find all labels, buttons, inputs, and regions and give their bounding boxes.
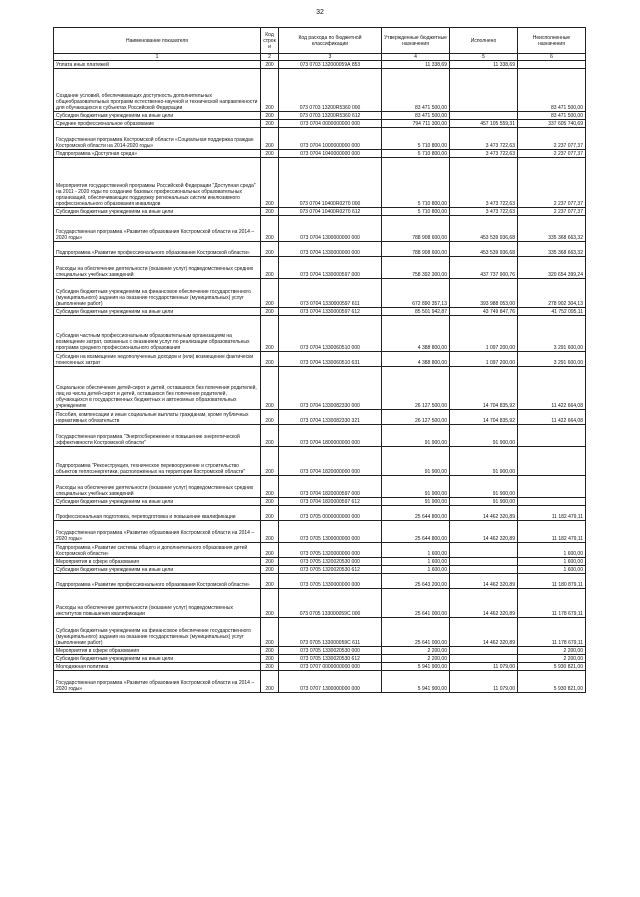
cell-kod: 200 xyxy=(261,279,279,308)
table-row xyxy=(54,498,586,506)
cell-executed: 3 473 722,63 xyxy=(450,208,518,216)
cell-approved: 2 200,00 xyxy=(382,655,450,663)
cell-executed: 14 462 320,89 xyxy=(450,506,518,521)
cell-kod: 200 xyxy=(261,574,279,589)
table-row xyxy=(54,663,586,671)
cell-executed: 3 473 722,63 xyxy=(450,128,518,150)
table-row xyxy=(54,566,586,574)
cell-code: 073 0705 1300000000 000 xyxy=(279,521,382,543)
table-row xyxy=(54,558,586,566)
table-row xyxy=(54,352,586,367)
cell-code: 073 0703 132000059А 853 xyxy=(279,61,382,69)
header-unexecuted: Неисполненные назначения xyxy=(518,28,586,54)
cell-kod: 200 xyxy=(261,367,279,410)
cell-unexecuted: 2 237 077,37 xyxy=(518,150,586,158)
cell-approved: 26 127 500,00 xyxy=(382,410,450,425)
cell-kod: 200 xyxy=(261,112,279,120)
cell-approved: 85 501 942,87 xyxy=(382,308,450,316)
cell-code: 073 0704 1330000597 612 xyxy=(279,308,382,316)
header-approved: Утвержденные бюджетные назначения xyxy=(382,28,450,54)
cell-executed xyxy=(450,69,518,112)
cell-executed: 14 704 835,92 xyxy=(450,410,518,425)
cell-unexecuted: 2 237 077,37 xyxy=(518,208,586,216)
cell-code: 073 0705 133000059С 000 xyxy=(279,589,382,618)
cell-executed xyxy=(450,558,518,566)
cell-approved: 11 338,69 xyxy=(382,61,450,69)
cell-unexecuted xyxy=(518,425,586,447)
cell-name: Субсидии на возмещение недополученных доходов и (или) возмещение фактически понесенных затрат xyxy=(54,352,261,367)
cell-kod: 200 xyxy=(261,257,279,279)
cell-executed: 3 473 722,63 xyxy=(450,158,518,208)
cell-name: Подпрограмма «Развитие системы общего и дополнительного образования детей Костромской области» xyxy=(54,543,261,558)
cell-executed: 3 473 722,63 xyxy=(450,150,518,158)
cell-name: Мероприятия государственной программы Российской Федерации "Доступная среда" на 2011 - 2020 годы по созданию базовых профессиональных образовательных организаций, обеспечивающих поддержку региональных систем инклюзивного профессионального образования инвалидов xyxy=(54,158,261,208)
cell-unexecuted: 1 600,00 xyxy=(518,566,586,574)
cell-approved: 5 941 900,00 xyxy=(382,663,450,671)
cell-executed: 43 749 847,76 xyxy=(450,308,518,316)
cell-code: 073 0704 1820000000 000 xyxy=(279,447,382,476)
header-budget-code: Код расхода по бюджетной классификации xyxy=(279,28,382,54)
cell-code: 073 0704 1040000000 000 xyxy=(279,150,382,158)
table-row xyxy=(54,671,586,693)
cell-executed xyxy=(450,647,518,655)
cell-kod: 200 xyxy=(261,425,279,447)
cell-code: 073 0704 1330082330 000 xyxy=(279,367,382,410)
column-index: 6 xyxy=(518,54,586,61)
cell-unexecuted xyxy=(518,498,586,506)
cell-kod: 200 xyxy=(261,410,279,425)
column-index-row xyxy=(54,54,586,61)
cell-kod: 200 xyxy=(261,150,279,158)
cell-approved: 794 711 300,00 xyxy=(382,120,450,128)
cell-unexecuted: 1 600,00 xyxy=(518,558,586,566)
cell-executed: 91 900,00 xyxy=(450,476,518,498)
table-row xyxy=(54,242,586,257)
cell-name: Субсидии бюджетным учреждениям на иные цели xyxy=(54,308,261,316)
cell-code: 073 0704 1800000000 000 xyxy=(279,425,382,447)
table-row xyxy=(54,158,586,208)
cell-executed: 457 105 559,31 xyxy=(450,120,518,128)
cell-kod: 200 xyxy=(261,647,279,655)
cell-kod: 200 xyxy=(261,158,279,208)
cell-name: Государственная программа «Развитие образования Костромской области на 2014 – 2020 годы» xyxy=(54,521,261,543)
cell-unexecuted: 41 752 095,11 xyxy=(518,308,586,316)
table-row xyxy=(54,150,586,158)
table-row xyxy=(54,543,586,558)
cell-unexecuted: 5 930 821,00 xyxy=(518,671,586,693)
column-index: 2 xyxy=(261,54,279,61)
cell-code: 073 0707 1300000000 000 xyxy=(279,671,382,693)
cell-kod: 200 xyxy=(261,663,279,671)
cell-code: 073 0707 0000000000 000 xyxy=(279,663,382,671)
cell-executed: 91 900,00 xyxy=(450,498,518,506)
cell-kod: 200 xyxy=(261,543,279,558)
cell-unexecuted: 337 605 740,69 xyxy=(518,120,586,128)
cell-executed: 14 462 320,89 xyxy=(450,574,518,589)
cell-unexecuted: 1 600,00 xyxy=(518,543,586,558)
cell-executed: 11 338,69 xyxy=(450,61,518,69)
table-row xyxy=(54,425,586,447)
cell-executed xyxy=(450,566,518,574)
cell-executed: 14 462 320,89 xyxy=(450,589,518,618)
table-row xyxy=(54,410,586,425)
cell-approved: 4 388 800,00 xyxy=(382,316,450,352)
cell-executed: 11 079,00 xyxy=(450,663,518,671)
cell-approved: 25 641 000,00 xyxy=(382,589,450,618)
cell-name: Подпрограмма «Развитие профессионального образования Костромской области» xyxy=(54,242,261,257)
cell-kod: 200 xyxy=(261,521,279,543)
cell-name: Мероприятия в сфере образования xyxy=(54,647,261,655)
cell-unexecuted: 278 902 304,13 xyxy=(518,279,586,308)
cell-executed: 11 079,00 xyxy=(450,671,518,693)
cell-code: 073 0704 10400R0270 612 xyxy=(279,208,382,216)
cell-unexecuted: 2 237 077,37 xyxy=(518,158,586,208)
header-name: Наименование показателя xyxy=(54,28,261,54)
cell-name: Государственная программа Костромской области «Социальная поддержка граждан Костромской области на 2014-2020 годы» xyxy=(54,128,261,150)
cell-name: Расходы на обеспечение деятельности (оказание услуг) подведомственных средних специальных учебных заведений xyxy=(54,257,261,279)
cell-unexecuted: 2 200,00 xyxy=(518,647,586,655)
cell-approved: 91 900,00 xyxy=(382,498,450,506)
table-row xyxy=(54,216,586,242)
cell-approved: 788 908 600,00 xyxy=(382,216,450,242)
cell-code: 073 0704 1330060510 631 xyxy=(279,352,382,367)
cell-approved: 2 200,00 xyxy=(382,647,450,655)
table-row xyxy=(54,120,586,128)
table-row xyxy=(54,69,586,112)
cell-kod: 200 xyxy=(261,506,279,521)
cell-unexecuted: 11 422 664,08 xyxy=(518,367,586,410)
cell-approved: 83 471 500,00 xyxy=(382,69,450,112)
cell-executed: 453 539 936,68 xyxy=(450,216,518,242)
cell-kod: 200 xyxy=(261,671,279,693)
cell-name: Расходы на обеспечение деятельности (оказание услуг) подведомственных институтов повышения квалификации xyxy=(54,589,261,618)
cell-unexecuted xyxy=(518,476,586,498)
cell-kod: 200 xyxy=(261,61,279,69)
cell-code: 073 0705 1320020530 612 xyxy=(279,566,382,574)
cell-approved: 25 641 000,00 xyxy=(382,618,450,647)
cell-code: 073 0704 1300000000 000 xyxy=(279,216,382,242)
cell-kod: 200 xyxy=(261,566,279,574)
column-index: 1 xyxy=(54,54,261,61)
page-number: 32 xyxy=(316,9,324,16)
cell-kod: 200 xyxy=(261,316,279,352)
cell-kod: 200 xyxy=(261,655,279,663)
cell-code: 073 0704 1330000597 611 xyxy=(279,279,382,308)
cell-unexecuted: 11 182 479,11 xyxy=(518,521,586,543)
cell-code: 073 0705 1320000000 000 xyxy=(279,543,382,558)
cell-name: Подпрограмма "Реконструкция, техническое перевооружение и строительство объектов теплоэнергетики, расположенных на территории Костромской области" xyxy=(54,447,261,476)
cell-name: Социальное обеспечение детей-сирот и детей, оставшихся без попечения родителей, лиц из числа детей-сирот и детей, оставшихся без попечения родителей, обучающихся в государственных бюджетных и автономных образовательных учреждениях xyxy=(54,367,261,410)
cell-name: Расходы на обеспечение деятельности (оказание услуг) подведомственных средних специальных учебных заведений xyxy=(54,476,261,498)
cell-unexecuted: 11 182 479,11 xyxy=(518,506,586,521)
cell-code: 073 0705 0000000000 000 xyxy=(279,506,382,521)
cell-kod: 200 xyxy=(261,447,279,476)
cell-approved: 91 900,00 xyxy=(382,447,450,476)
cell-kod: 200 xyxy=(261,216,279,242)
cell-kod: 200 xyxy=(261,120,279,128)
cell-name: Профессиональная подготовка, переподготовка и повышение квалификации xyxy=(54,506,261,521)
cell-approved: 26 127 500,00 xyxy=(382,367,450,410)
cell-code: 073 0705 1330020530 000 xyxy=(279,647,382,655)
cell-approved: 1 600,00 xyxy=(382,543,450,558)
cell-executed: 14 462 320,89 xyxy=(450,521,518,543)
cell-code: 073 0705 1330000000 000 xyxy=(279,574,382,589)
cell-executed: 453 539 936,68 xyxy=(450,242,518,257)
cell-approved: 25 643 200,00 xyxy=(382,574,450,589)
table-row xyxy=(54,618,586,647)
cell-unexecuted xyxy=(518,61,586,69)
column-index: 3 xyxy=(279,54,382,61)
table-row xyxy=(54,112,586,120)
cell-approved: 83 471 500,00 xyxy=(382,112,450,120)
cell-name: Субсидии бюджетным учреждениям на финансовое обеспечение государственного (муниципального) задания на оказание государственных (муниципальных) услуг (выполнение работ) xyxy=(54,618,261,647)
cell-approved: 5 710 800,00 xyxy=(382,150,450,158)
cell-name: Пособия, компенсации и иные социальные выплаты гражданам, кроме публичных нормативных обязательств xyxy=(54,410,261,425)
cell-name: Среднее профессиональное образование xyxy=(54,120,261,128)
cell-unexecuted: 3 291 600,00 xyxy=(518,316,586,352)
cell-approved: 5 710 800,00 xyxy=(382,128,450,150)
cell-approved: 5 710 800,00 xyxy=(382,158,450,208)
table-row xyxy=(54,308,586,316)
cell-unexecuted: 320 654 399,24 xyxy=(518,257,586,279)
cell-unexecuted: 335 368 663,32 xyxy=(518,216,586,242)
cell-executed: 14 462 320,89 xyxy=(450,618,518,647)
cell-executed: 1 097 200,00 xyxy=(450,316,518,352)
table-row xyxy=(54,447,586,476)
cell-unexecuted: 11 178 679,11 xyxy=(518,618,586,647)
cell-unexecuted: 11 180 879,11 xyxy=(518,574,586,589)
cell-executed: 91 900,00 xyxy=(450,447,518,476)
table-row xyxy=(54,61,586,69)
cell-name: Подпрограмма «Доступная среда» xyxy=(54,150,261,158)
cell-executed: 437 737 900,76 xyxy=(450,257,518,279)
cell-code: 073 0704 1000000000 000 xyxy=(279,128,382,150)
cell-name: Субсидии бюджетным учреждениям на иные цели xyxy=(54,208,261,216)
table-row xyxy=(54,589,586,618)
cell-kod: 200 xyxy=(261,128,279,150)
column-index: 4 xyxy=(382,54,450,61)
cell-kod: 200 xyxy=(261,352,279,367)
table-body xyxy=(54,61,586,693)
cell-code: 073 0704 0000000000 000 xyxy=(279,120,382,128)
cell-kod: 200 xyxy=(261,558,279,566)
table-row xyxy=(54,521,586,543)
cell-approved: 1 600,00 xyxy=(382,558,450,566)
cell-approved: 25 644 800,00 xyxy=(382,506,450,521)
cell-kod: 200 xyxy=(261,308,279,316)
cell-kod: 200 xyxy=(261,589,279,618)
cell-executed: 14 704 835,92 xyxy=(450,367,518,410)
cell-name: Субсидии бюджетным учреждениям на иные цели xyxy=(54,498,261,506)
cell-code: 073 0704 1330082330 321 xyxy=(279,410,382,425)
cell-code: 073 0704 1330000000 000 xyxy=(279,242,382,257)
header-row-code: Код строк и xyxy=(261,28,279,54)
cell-name: Государственная программа «Развитие образования Костромской области на 2014 – 2020 годы» xyxy=(54,216,261,242)
table-row xyxy=(54,655,586,663)
header-executed: Исполнено xyxy=(450,28,518,54)
table-row xyxy=(54,647,586,655)
table-row xyxy=(54,476,586,498)
cell-unexecuted xyxy=(518,447,586,476)
cell-approved: 5 710 800,00 xyxy=(382,208,450,216)
cell-code: 073 0705 1330020530 612 xyxy=(279,655,382,663)
cell-approved: 91 900,00 xyxy=(382,425,450,447)
cell-kod: 200 xyxy=(261,476,279,498)
cell-code: 073 0704 1820000597 000 xyxy=(279,476,382,498)
cell-unexecuted: 5 930 821,00 xyxy=(518,663,586,671)
cell-kod: 200 xyxy=(261,498,279,506)
cell-approved: 25 644 800,00 xyxy=(382,521,450,543)
cell-approved: 4 388 800,00 xyxy=(382,352,450,367)
cell-name: Субсидии бюджетным учреждениям на иные цели xyxy=(54,566,261,574)
cell-code: 073 0705 1320020530 000 xyxy=(279,558,382,566)
column-index: 5 xyxy=(450,54,518,61)
cell-code: 073 0703 13200R5360 612 xyxy=(279,112,382,120)
cell-executed: 393 988 053,00 xyxy=(450,279,518,308)
cell-kod: 200 xyxy=(261,208,279,216)
cell-approved: 788 908 600,00 xyxy=(382,242,450,257)
table-row xyxy=(54,257,586,279)
cell-unexecuted: 335 368 663,32 xyxy=(518,242,586,257)
cell-code: 073 0705 133000059С 611 xyxy=(279,618,382,647)
cell-unexecuted: 2 200,00 xyxy=(518,655,586,663)
cell-name: Уплата иных платежей xyxy=(54,61,261,69)
cell-name: Государственная программа "Энергосбережение и повышение энергетической эффективности Костромской области" xyxy=(54,425,261,447)
cell-code: 073 0704 1820000597 612 xyxy=(279,498,382,506)
cell-executed xyxy=(450,112,518,120)
cell-name: Государственная программа «Развитие образования Костромской области на 2014 – 2020 годы» xyxy=(54,671,261,693)
cell-name: Субсидии бюджетным учреждениям на финансовое обеспечение государственного (муниципального) задания на оказание государственных (муниципальных) услуг (выполнение работ) xyxy=(54,279,261,308)
cell-unexecuted: 11 422 664,08 xyxy=(518,410,586,425)
cell-code: 073 0704 1330060510 000 xyxy=(279,316,382,352)
cell-code: 073 0704 1330000597 000 xyxy=(279,257,382,279)
cell-unexecuted: 2 237 077,37 xyxy=(518,128,586,150)
cell-code: 073 0704 10400R0270 000 xyxy=(279,158,382,208)
cell-executed: 91 900,00 xyxy=(450,425,518,447)
cell-approved: 1 600,00 xyxy=(382,566,450,574)
table-row xyxy=(54,208,586,216)
budget-execution-table xyxy=(53,27,586,693)
cell-unexecuted: 83 471 500,00 xyxy=(518,112,586,120)
table-row xyxy=(54,279,586,308)
cell-unexecuted: 11 178 679,11 xyxy=(518,589,586,618)
cell-name: Создание условий, обеспечивающих доступность дополнительных общеобразовательных программ естественно-научной и технической направленности для обучающихся в субъектах Российской Федерации xyxy=(54,69,261,112)
cell-executed xyxy=(450,655,518,663)
cell-name: Субсидии бюджетным учреждениям на иные цели xyxy=(54,112,261,120)
cell-code: 073 0703 13200R5360 000 xyxy=(279,69,382,112)
cell-executed xyxy=(450,543,518,558)
cell-name: Субсидии частным профессиональным образовательным организациям на возмещение затрат, связанных с оказанием услуг по реализации образовательных программ среднего профессионального образования xyxy=(54,316,261,352)
table-row xyxy=(54,506,586,521)
cell-approved: 672 890 357,13 xyxy=(382,279,450,308)
cell-name: Подпрограмма «Развитие профессионального образования Костромской области» xyxy=(54,574,261,589)
table-row xyxy=(54,316,586,352)
cell-approved: 91 900,00 xyxy=(382,476,450,498)
table-header-row xyxy=(54,28,586,54)
table-row xyxy=(54,367,586,410)
cell-kod: 200 xyxy=(261,69,279,112)
cell-name: Субсидии бюджетным учреждениям на иные цели xyxy=(54,655,261,663)
cell-unexecuted: 83 471 500,00 xyxy=(518,69,586,112)
cell-executed: 1 097 200,00 xyxy=(450,352,518,367)
cell-name: Молодежная политика xyxy=(54,663,261,671)
cell-name: Мероприятия в сфере образования xyxy=(54,558,261,566)
cell-kod: 200 xyxy=(261,618,279,647)
table-row xyxy=(54,574,586,589)
cell-approved: 5 941 900,00 xyxy=(382,671,450,693)
table-row xyxy=(54,128,586,150)
cell-kod: 200 xyxy=(261,242,279,257)
cell-unexecuted: 3 291 600,00 xyxy=(518,352,586,367)
cell-approved: 758 392 300,00 xyxy=(382,257,450,279)
